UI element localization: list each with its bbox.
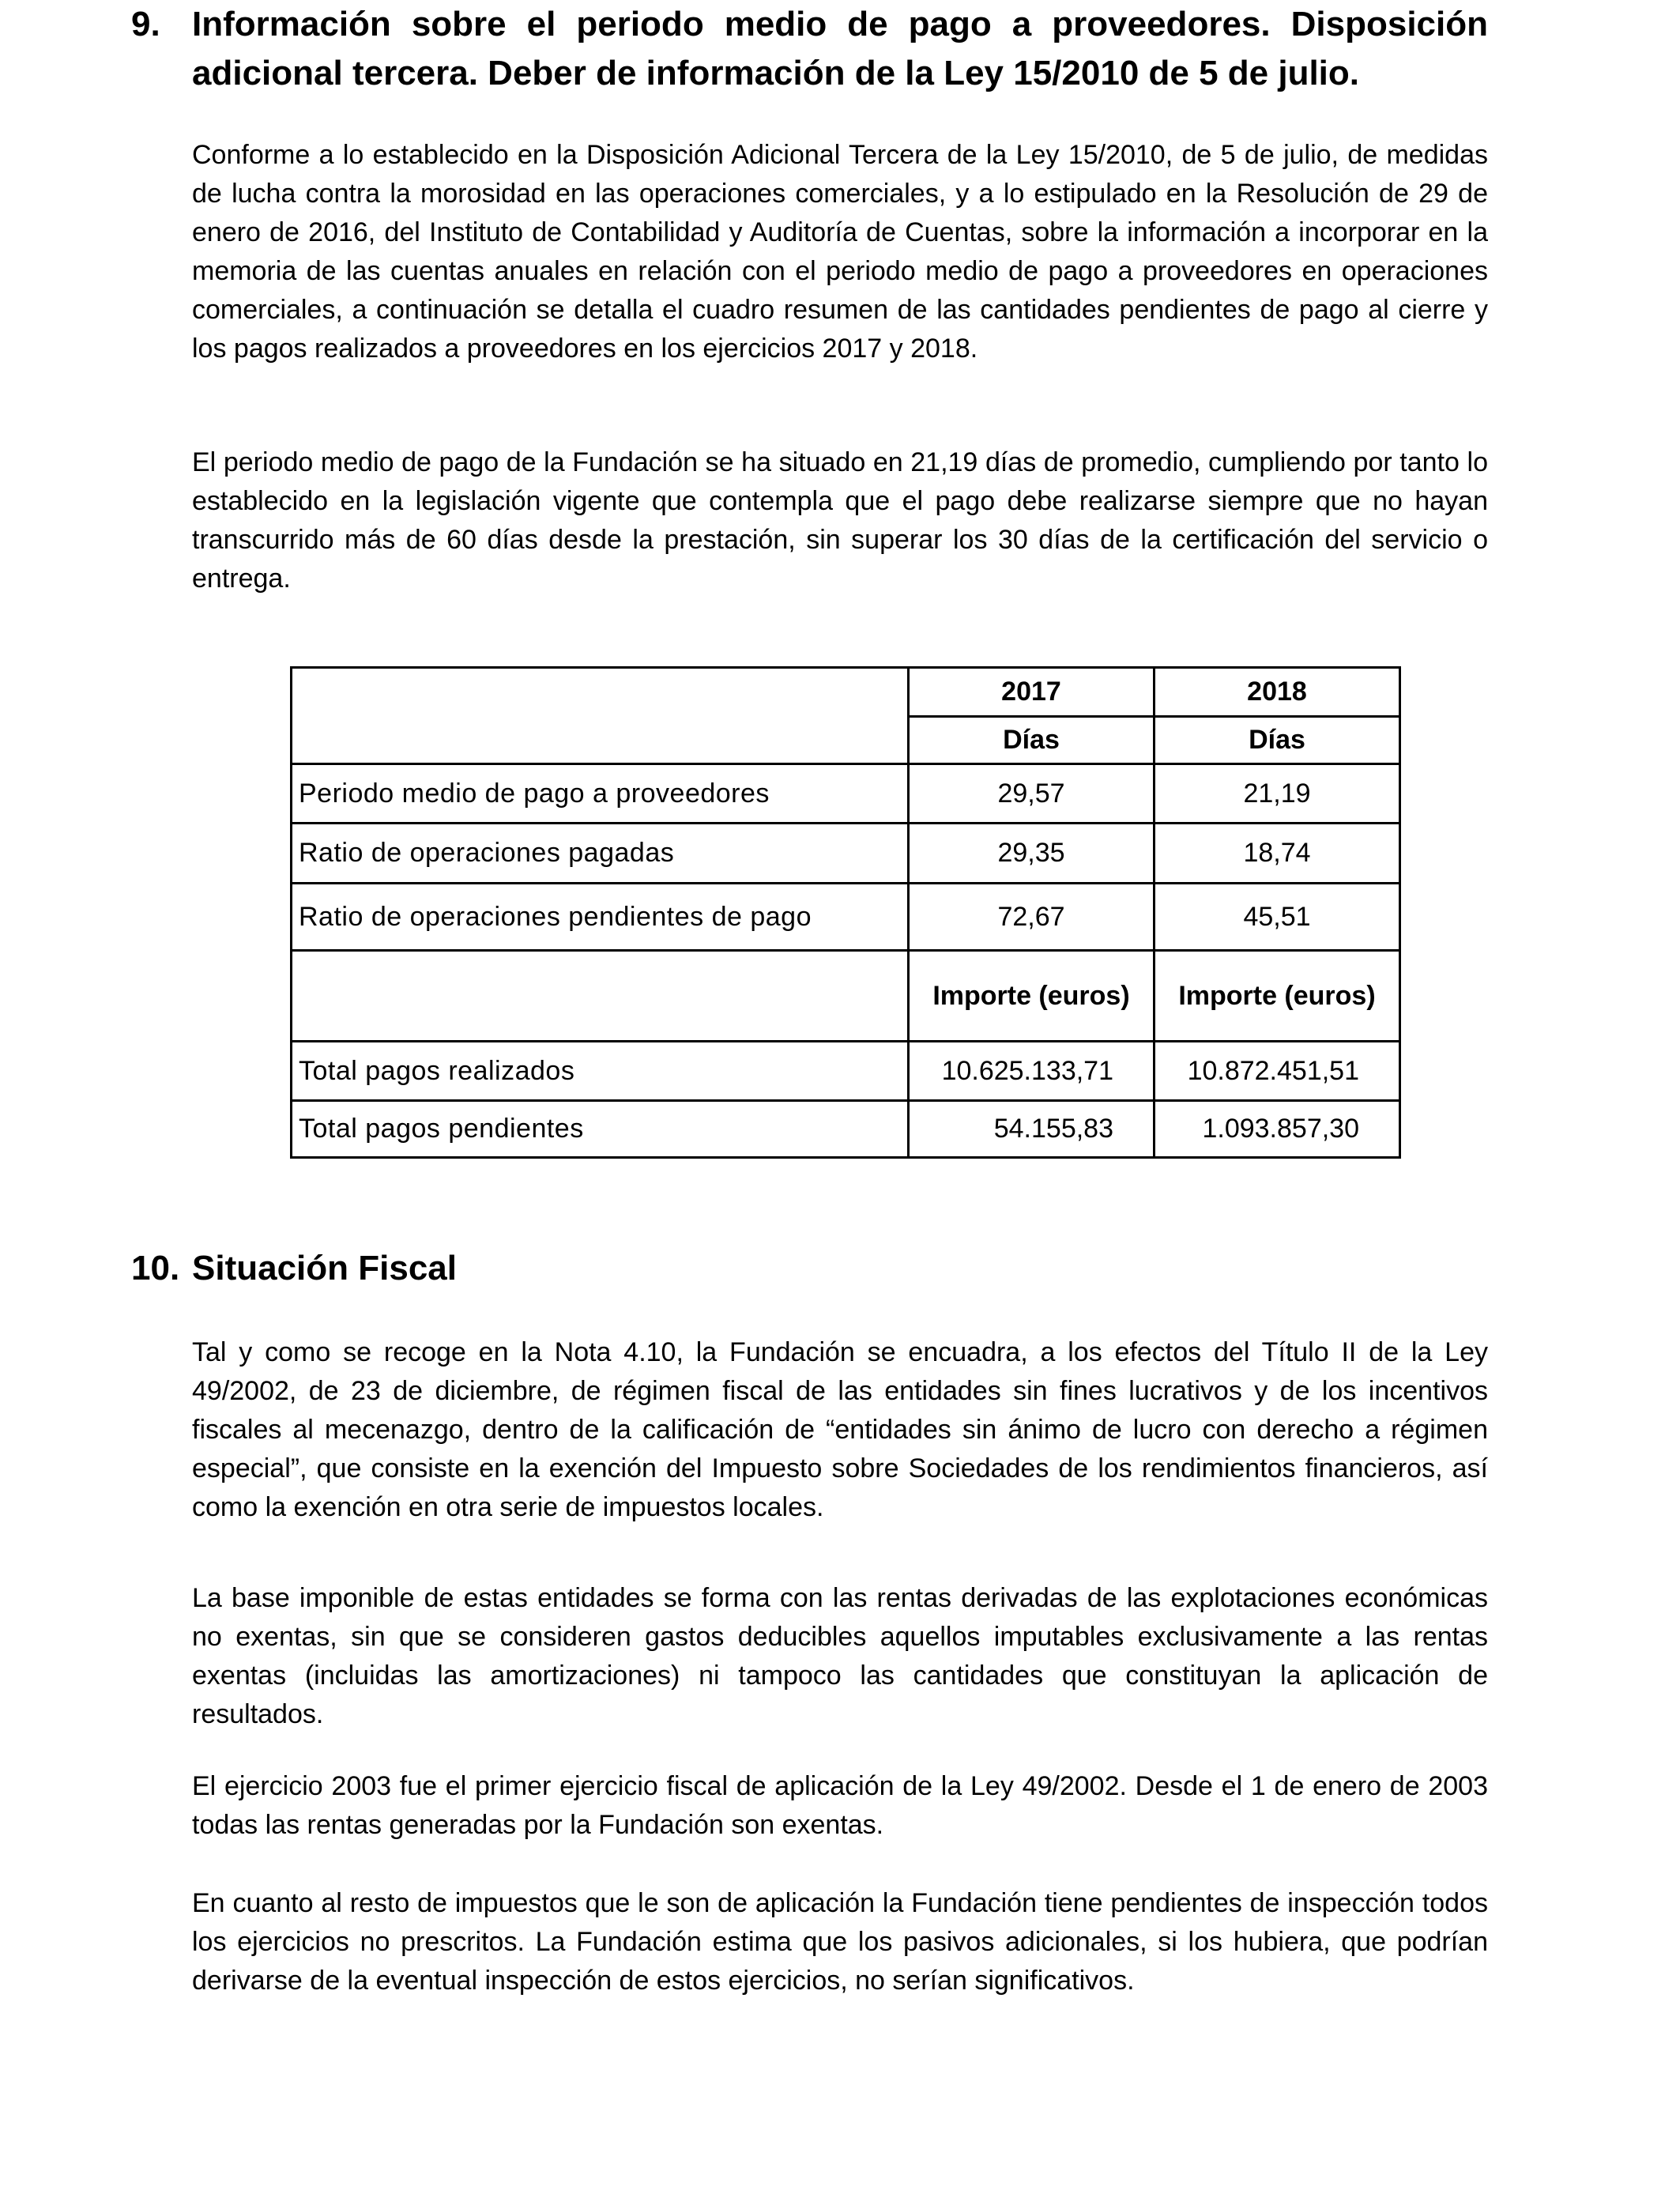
table-row bbox=[292, 824, 1400, 884]
row-label: Total pagos realizados bbox=[292, 1042, 909, 1101]
row-amount-2018: 10.872.451,51 bbox=[1155, 1042, 1400, 1101]
year-2018-header: 2018 bbox=[1155, 668, 1400, 717]
row-amount-2018: 1.093.857,30 bbox=[1155, 1101, 1400, 1158]
section-10-paragraph-1: Tal y como se recoge en la Nota 4.10, la Fundación se encuadra, a los efectos del Título II de la Ley 49/2002, de 23 de diciembre, de régimen fiscal de las entidades sin fines lucrativos y de los incentivos fiscales al mecenazgo, dentro de la calificación de “entidades sin ánimo de lucro con derecho a régimen especial”, que consiste en la exención del Impuesto sobre Sociedades de los rendimientos financieros, así como la exención en otra serie de impuestos locales. bbox=[192, 1337, 1488, 1522]
row-value-2018: 21,19 bbox=[1155, 764, 1400, 824]
section-10-title: Situación Fiscal bbox=[192, 1249, 457, 1287]
table-empty-header-cell bbox=[292, 668, 909, 764]
section-9-number: 9. bbox=[131, 5, 160, 43]
row-label: Periodo medio de pago a proveedores bbox=[292, 764, 909, 824]
section-9-heading bbox=[131, 0, 1488, 98]
table-row bbox=[292, 764, 1400, 824]
row-value-2018: 45,51 bbox=[1155, 884, 1400, 951]
amount-unit-2017: Importe (euros) bbox=[909, 951, 1155, 1042]
row-value-2018: 18,74 bbox=[1155, 824, 1400, 884]
table-row bbox=[292, 884, 1400, 951]
amount-unit-2018: Importe (euros) bbox=[1155, 951, 1400, 1042]
row-label: Total pagos pendientes bbox=[292, 1101, 909, 1158]
section-10-paragraph-3: El ejercicio 2003 fue el primer ejercicio fiscal de aplicación de la Ley 49/2002. Desde el 1 de enero de 2003 todas las rentas generadas por la Fundación son exentas. bbox=[192, 1771, 1488, 1840]
table-row bbox=[292, 1101, 1400, 1158]
section-9-title: Información sobre el periodo medio de pago a proveedores. Disposición adicional tercera. Deber de información de la Ley 15/2010 de 5 de julio. bbox=[192, 5, 1488, 92]
row-label: Ratio de operaciones pagadas bbox=[292, 824, 909, 884]
section-10-number: 10. bbox=[131, 1249, 180, 1287]
section-10-heading bbox=[131, 1244, 1488, 1293]
table-empty-amount-header-cell bbox=[292, 951, 909, 1042]
table-header-amount-row bbox=[292, 951, 1400, 1042]
table-header-years-row bbox=[292, 668, 1400, 717]
row-label: Ratio de operaciones pendientes de pago bbox=[292, 884, 909, 951]
section-9-paragraph-1: Conforme a lo establecido en la Disposición Adicional Tercera de la Ley 15/2010, de 5 de julio, de medidas de lucha contra la morosidad en las operaciones comerciales, y a lo estipulado en la Resolución de 29 de enero de 2016, del Instituto de Contabilidad y Auditoría de Cuentas, sobre la información a incorporar en la memoria de las cuentas anuales en relación con el periodo medio de pago a proveedores en operaciones comerciales, a continuación se detalla el cuadro resumen de las cantidades pendientes de pago al cierre y los pagos realizados a proveedores en los ejercicios 2017 y 2018. bbox=[192, 140, 1488, 364]
days-unit-2017: Días bbox=[909, 717, 1155, 764]
row-value-2017: 72,67 bbox=[909, 884, 1155, 951]
row-value-2017: 29,35 bbox=[909, 824, 1155, 884]
section-10-paragraph-4: En cuanto al resto de impuestos que le son de aplicación la Fundación tiene pendientes de inspección todos los ejercicios no prescritos. La Fundación estima que los pasivos adicionales, si los hubiera, que podrían derivarse de la eventual inspección de estos ejercicios, no serían significativos. bbox=[192, 1888, 1488, 1996]
row-amount-2017: 10.625.133,71 bbox=[909, 1042, 1155, 1101]
row-amount-2017: 54.155,83 bbox=[909, 1101, 1155, 1158]
row-value-2017: 29,57 bbox=[909, 764, 1155, 824]
payment-period-table bbox=[290, 666, 1401, 1159]
year-2017-header: 2017 bbox=[909, 668, 1155, 717]
days-unit-2018: Días bbox=[1155, 717, 1400, 764]
section-10-paragraph-2: La base imponible de estas entidades se forma con las rentas derivadas de las explotaciones económicas no exentas, sin que se consideren gastos deducibles aquellos imputables exclusivamente a las rentas exentas (incluidas las amortizaciones) ni tampoco las cantidades que constituyan la aplicación de resultados. bbox=[192, 1583, 1488, 1729]
table-row bbox=[292, 1042, 1400, 1101]
section-9-paragraph-2: El periodo medio de pago de la Fundación se ha situado en 21,19 días de promedio, cumpliendo por tanto lo establecido en la legislación vigente que contempla que el pago debe realizarse siempre que no hayan transcurrido más de 60 días desde la prestación, sin superar los 30 días de la certificación del servicio o entrega. bbox=[192, 447, 1488, 594]
